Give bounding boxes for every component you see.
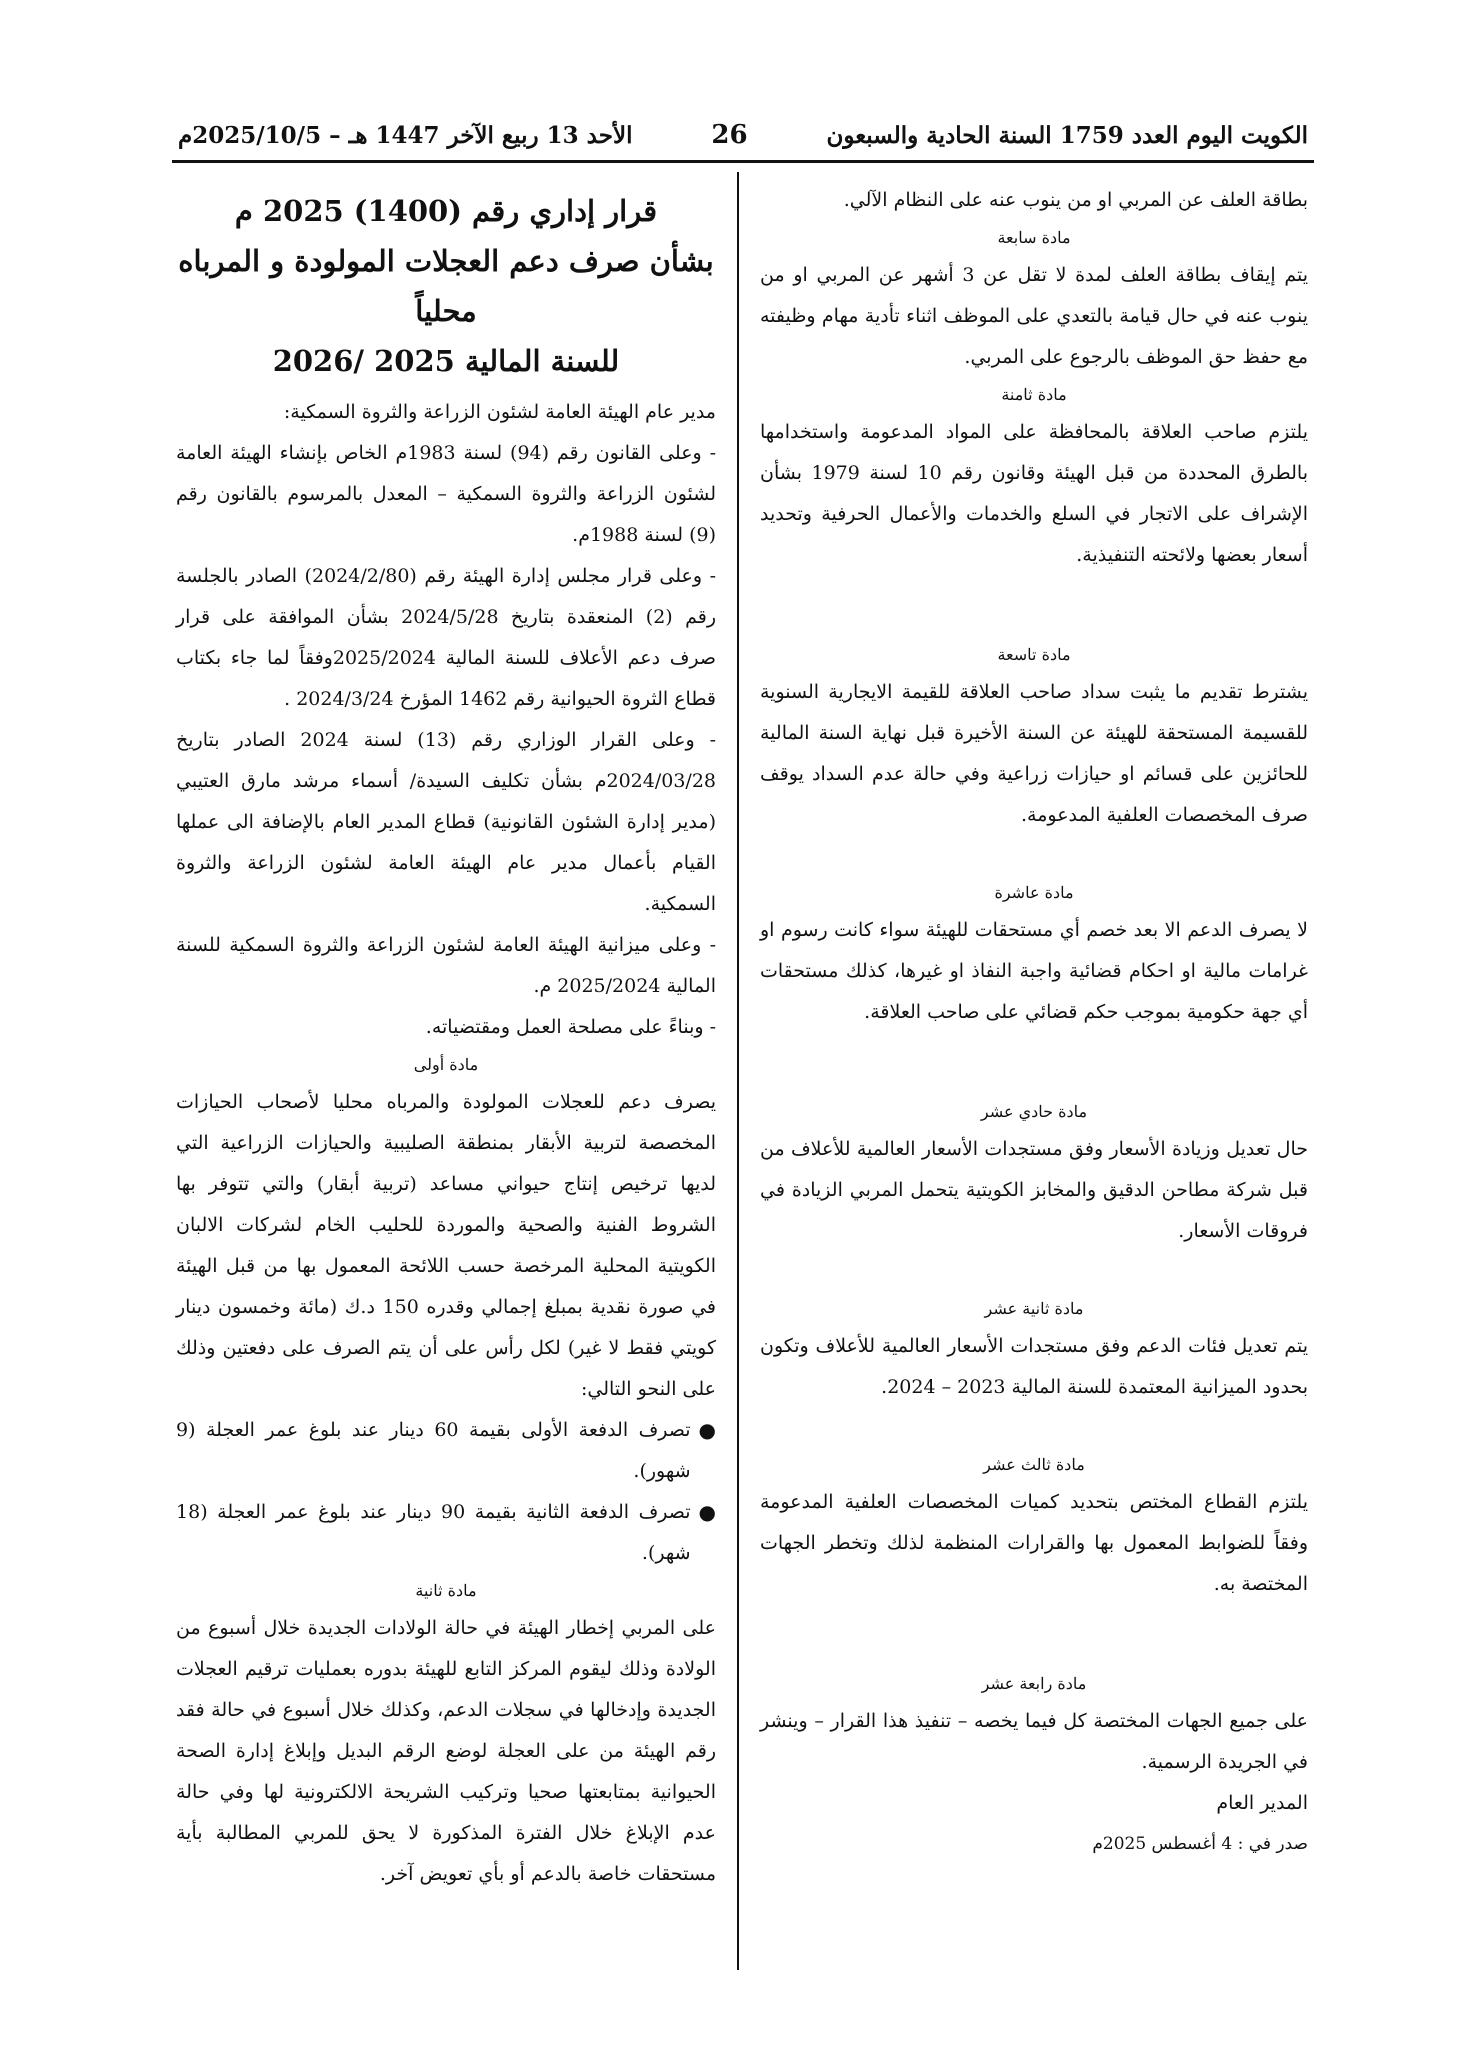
article-10-heading: مادة عاشرة (994, 883, 1074, 902)
page-header (178, 112, 1308, 158)
article-13-heading: مادة ثالث عشر (983, 1455, 1085, 1474)
article-9-heading: مادة تاسعة (997, 645, 1071, 664)
payment-item-text: تصرف الدفعة الأولى بقيمة 60 دينار عند بلوغ عمر العجلة (9 شهور). (176, 1419, 691, 1482)
header-issue-info: الكويت اليوم العدد 1759 السنة الحادية والسبعون (826, 121, 1308, 149)
article-8-text: يلتزم صاحب العلاقة بالمحافظة على المواد المدعومة واستخدامها بالطرق المحددة من قبل الهيئة وقانون رقم 10 لسنة 1979 بشأن الإشراف على الاتجار في السلع والخدمات والأعمال الحرفية وتحديد أسعار بعضها ولائحته التنفيذية. (760, 421, 1308, 566)
payment-item (176, 1410, 716, 1492)
article-14-heading: مادة رابعة عشر (981, 1674, 1087, 1693)
article-13-text: يلتزم القطاع المختص بتحديد كميات المخصصات العلفية المدعومة وفقاً للضوابط المعمول بها والقرارات المنظمة لذلك وتخطر الجهات المختصة به. (760, 1491, 1308, 1595)
payment-item (176, 1492, 716, 1574)
article-12-text: يتم تعديل فئات الدعم وفق مستجدات الأسعار العالمية للأعلاف وتكون بحدود الميزانية المعتمدة للسنة المالية 2023 – 2024. (760, 1335, 1308, 1398)
preamble-law: - وعلى القانون رقم (94) لسنة 1983م الخاص بإنشاء الهيئة العامة لشئون الزراعة والثروة السمكية – المعدل بالمرسوم بالقانون رقم (9) لسنة 1988م. (176, 442, 717, 546)
article-2-heading: مادة ثانية (415, 1581, 477, 1600)
decree-fiscal-year: للسنة المالية 2025 /2026 (272, 344, 620, 378)
continuation-paragraph: بطاقة العلف عن المربي او من ينوب عنه على النظام الآلي. (843, 189, 1308, 211)
article-14-text: على جميع الجهات المختصة كل فيما يخصه – تنفيذ هذا القرار – وينشر في الجريدة الرسمية. (760, 1710, 1308, 1773)
article-9-text: يشترط تقديم ما يثبت سداد صاحب العلاقة للقيمة الايجارية السنوية للقسيمة المستحقة للهيئة عن السنة الأخيرة قبل نهاية السنة المالية للحائزين على قسائم او حيازات زراعية وفي حالة عدم السداد يوقف صرف المخصصات العلفية المدعومة. (760, 681, 1308, 826)
header-rule (172, 160, 1314, 163)
decree-number: قرار إداري رقم (1400) 2025 م (234, 194, 658, 228)
bullet-icon: ● (698, 1418, 716, 1442)
decree-title (176, 186, 716, 386)
article-7-heading: مادة سابعة (997, 228, 1071, 247)
article-10-text: لا يصرف الدعم الا بعد خصم أي مستحقات للهيئة سواء كانت رسوم او غرامات مالية او احكام قضائية واجبة النفاذ او غيرها، كذلك مستحقات أي جهة حكومية بموجب حكم قضائي على صاحب العلاقة. (760, 919, 1308, 1023)
article-2-text: على المربي إخطار الهيئة في حالة الولادات الجديدة خلال أسبوع من الولادة وذلك ليقوم المركز التابع للهيئة بدوره بعمليات ترقيم العجلات الجديدة وإدخالها في سجلات الدعم، وكذلك خلال أسبوع في حالة فقد رقم الهيئة من على العجلة لوضع الرقم البديل وإبلاغ إدارة الصحة الحيوانية بمتابعتها صحيا وتركيب الشريحة الالكترونية لها وفي حالة عدم الإبلاغ خلال الفترة المذكورة لا يحق للمربي المطالبة بأية مستحقات خاصة بالدعم أو بأي تعويض آخر. (176, 1617, 716, 1885)
article-8-heading: مادة ثامنة (1001, 385, 1067, 404)
preamble-budget: - وعلى ميزانية الهيئة العامة لشئون الزراعة والثروة السمكية للسنة المالية 2025/2024 م. (176, 934, 716, 997)
column-divider (737, 172, 739, 1970)
issue-date: صدر في : 4 أغسطس 2025م (1092, 1834, 1308, 1854)
left-column (176, 180, 716, 1895)
payment-item-text: تصرف الدفعة الثانية بقيمة 90 دينار عند بلوغ عمر العجلة (18 شهر). (176, 1501, 691, 1564)
article-11-heading: مادة حادي عشر (980, 1102, 1088, 1121)
article-12-heading: مادة ثانية عشر (984, 1299, 1084, 1318)
preamble-ministerial-decision: - وعلى القرار الوزاري رقم (13) لسنة 2024 الصادر بتاريخ 2024/03/28م بشأن تكليف السيدة/ أسماء مرشد مارق العتيبي (مدير إدارة الشئون القانونية) قطاع المدير العام بالإضافة الى عملها القيام بأعمال مدير عام الهيئة العامة لشئون الزراعة والثروة السمكية. (176, 729, 717, 915)
page-number: 26 (711, 120, 748, 150)
article-1-heading: مادة أولى (413, 1055, 479, 1074)
signer-title: المدير العام (1216, 1792, 1308, 1814)
director-line: مدير عام الهيئة العامة لشئون الزراعة والثروة السمكية: (283, 401, 716, 423)
article-7-text: يتم إيقاف بطاقة العلف لمدة لا تقل عن 3 أشهر عن المربي او من ينوب عنه في حال قيامة بالتعدي على الموظف اثناء تأدية مهام وظيفته مع حفظ حق الموظف بالرجوع على المربي. (760, 264, 1308, 368)
article-11-text: حال تعديل وزيادة الأسعار وفق مستجدات الأسعار العالمية للأعلاف من قبل شركة مطاحن الدقيق والمخابز الكويتية يتحمل المربي الزيادة في فروقات الأسعار. (760, 1138, 1308, 1242)
header-date: الأحد 13 ربيع الآخر 1447 هـ – 2025/10/5م (178, 121, 633, 149)
decree-subject: بشأن صرف دعم العجلات المولودة و المرباه محلياً (178, 244, 714, 328)
right-column (760, 180, 1308, 1865)
preamble-interest: - وبناءً على مصلحة العمل ومقتضياته. (425, 1016, 716, 1038)
preamble-board-decision: - وعلى قرار مجلس إدارة الهيئة رقم (2024/2/80) الصادر بالجلسة رقم (2) المنعقدة بتاريخ 2024/5/28 بشأن الموافقة على قرار صرف دعم الأعلاف للسنة المالية 2025/2024وفقاً لما جاء بكتاب قطاع الثروة الحيوانية رقم 1462 المؤرخ 2024/3/24 . (176, 565, 717, 710)
article-1-text: يصرف دعم للعجلات المولودة والمرباه محليا لأصحاب الحيازات المخصصة لتربية الأبقار بمنطقة الصليبية والحيازات الزراعية التي لديها ترخيص إنتاج حيواني مساعد (تربية أبقار) والتي تتوفر بها الشروط الفنية والصحية والموردة للحليب الخام لشركات الالبان الكويتية المحلية المرخصة حسب اللائحة المعمول بها من قبل الهيئة في صورة نقدية بمبلغ إجمالي وقدره 150 د.ك (مائة وخمسون دينار كويتي فقط لا غير) لكل رأس على أن يتم الصرف على دفعتين وذلك على النحو التالي: (176, 1091, 716, 1400)
bullet-icon: ● (698, 1500, 716, 1524)
